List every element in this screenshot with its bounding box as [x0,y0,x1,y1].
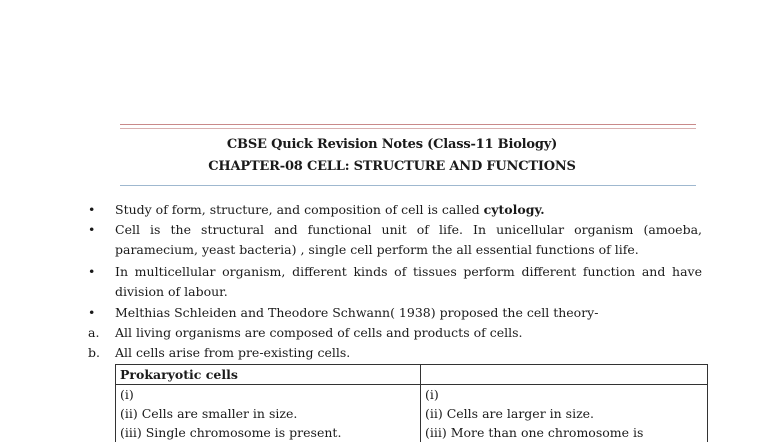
table-cell: (i) [421,385,708,405]
table-cell: (ii) Cells are smaller in size. [116,404,421,423]
bullet-marker: • [88,305,96,320]
table-cell: (ii) Cells are larger in size. [421,404,708,423]
point-item-b: All cells arise from pre-existing cells. [115,345,351,360]
table-cell: (i) [116,385,421,405]
table-row [116,423,708,442]
point-marker: b. [88,345,100,360]
bullet-item-cell-unit: Cell is the structural and functional unit of life. In unicellular organism (amoeba, paramecium, yeast bacteria) , single cell perform the all essential functions of life. [115,222,702,257]
table-header-eukaryotic [421,365,708,385]
point-marker: a. [88,325,100,340]
bullet-item-multicellular: In multicellular organism, different kinds of tissues perform different function and have division of labour. [115,264,702,299]
header-rule-bottom [120,185,696,186]
table-header-prokaryotic: Prokaryotic cells [116,365,421,385]
table-cell: (iii) More than one chromosome is [421,423,708,442]
bullet-item-cell-theory: Melthias Schleiden and Theodore Schwann( 1938) proposed the cell theory- [115,305,599,320]
bullet-marker: • [88,264,96,279]
bold-term: cytology. [483,202,545,217]
bullet-item-cytology [115,200,702,220]
table-header-row [116,365,708,385]
chapter-title: CHAPTER-08 CELL: STRUCTURE AND FUNCTIONS [208,159,576,174]
point-item-a: All living organisms are composed of cells and products of cells. [115,325,523,340]
bullet-marker: • [88,222,96,237]
document-title: CBSE Quick Revision Notes (Class-11 Biology) [226,137,558,152]
bullet-text: Study of form, structure, and composition of cell is called [115,202,484,217]
table-row [116,404,708,423]
cell-comparison-table [115,364,708,442]
bullet-marker: • [88,202,96,217]
table-row [116,385,708,405]
header-rule-top [120,124,696,125]
header-rule-top-secondary [120,128,696,129]
table-cell: (iii) Single chromosome is present. [116,423,421,442]
